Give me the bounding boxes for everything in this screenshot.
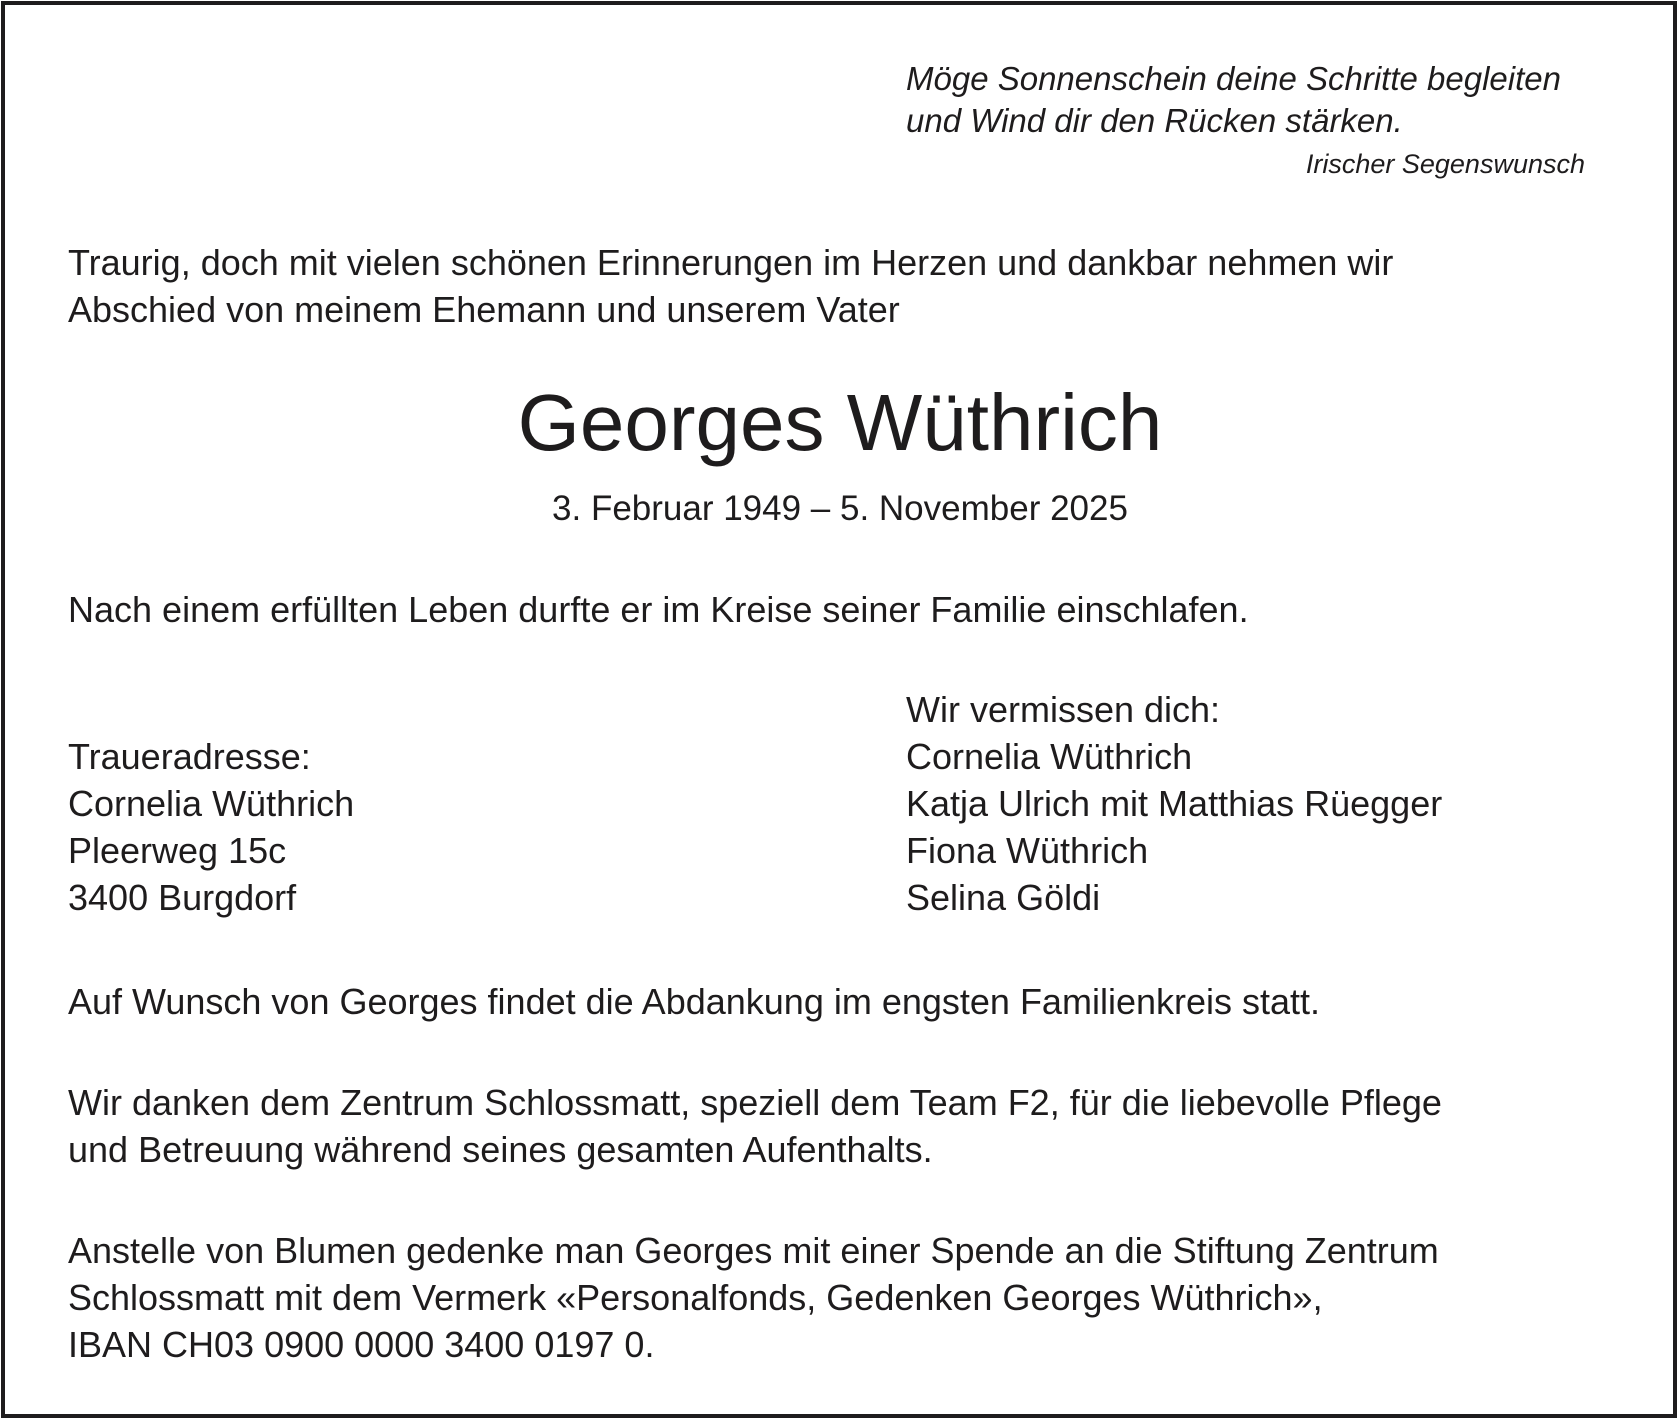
thanks-line-1: Wir danken dem Zentrum Schlossmatt, speziell dem Team F2, für die liebevolle Pflege bbox=[68, 1082, 1442, 1123]
obituary-frame bbox=[1, 1, 1677, 1418]
mourner-name: Fiona Wüthrich bbox=[906, 830, 1149, 871]
mourner-name: Cornelia Wüthrich bbox=[906, 736, 1193, 777]
mourners-label: Wir vermissen dich: bbox=[906, 689, 1221, 730]
donation-line-2: Schlossmatt mit dem Vermerk «Personalfonds, Gedenken Georges Wüthrich», bbox=[68, 1277, 1323, 1318]
passing-note: Nach einem erfüllten Leben durfte er im Kreise seiner Familie einschlafen. bbox=[68, 589, 1249, 630]
deceased-name: Georges Wüthrich bbox=[517, 378, 1163, 467]
quote-line-2: und Wind dir den Rücken stärken. bbox=[906, 102, 1403, 139]
intro-line-2: Abschied von meinem Ehemann und unserem Vater bbox=[68, 289, 900, 330]
mourner-name: Selina Göldi bbox=[906, 877, 1101, 918]
thanks-line-2: und Betreuung während seines gesamten Aufenthalts. bbox=[68, 1129, 933, 1170]
funeral-note: Auf Wunsch von Georges findet die Abdankung im engsten Familienkreis statt. bbox=[68, 981, 1321, 1022]
intro-line-1: Traurig, doch mit vielen schönen Erinnerungen im Herzen und dankbar nehmen wir bbox=[68, 242, 1394, 283]
deceased-dates: 3. Februar 1949 – 5. November 2025 bbox=[552, 489, 1128, 528]
donation-iban: IBAN CH03 0900 0000 3400 0197 0. bbox=[68, 1324, 655, 1365]
mourning-address-label: Traueradresse: bbox=[68, 736, 311, 777]
mourning-address-line: 3400 Burgdorf bbox=[68, 877, 297, 918]
quote-line-1: Möge Sonnenschein deine Schritte begleiten bbox=[906, 60, 1561, 97]
donation-line-1: Anstelle von Blumen gedenke man Georges mit einer Spende an die Stiftung Zentrum bbox=[68, 1230, 1439, 1271]
mourning-address-line: Cornelia Wüthrich bbox=[68, 783, 355, 824]
quote-attribution: Irischer Segenswunsch bbox=[1305, 149, 1585, 179]
mourning-address-line: Pleerweg 15c bbox=[68, 830, 287, 871]
mourner-name: Katja Ulrich mit Matthias Rüegger bbox=[906, 783, 1443, 824]
